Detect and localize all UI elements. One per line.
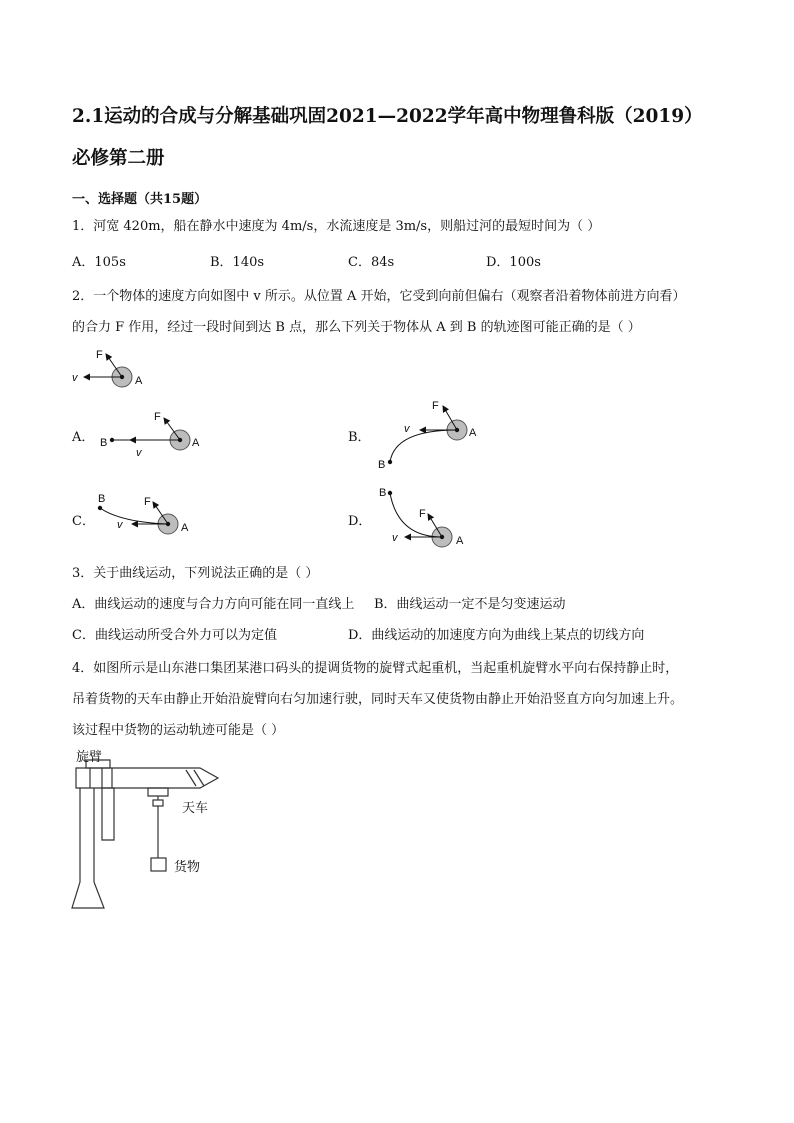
label-F: F	[96, 349, 103, 361]
svg-text:F: F	[154, 411, 161, 423]
svg-text:v: v	[117, 519, 123, 531]
svg-text:F: F	[432, 400, 439, 412]
svg-text:B: B	[100, 437, 108, 449]
q3-option-b: B．曲线运动一定不是匀变速运动	[374, 597, 566, 612]
q2-option-c-label: C．	[72, 514, 95, 529]
label-A: A	[135, 375, 143, 387]
svg-text:v: v	[136, 447, 142, 459]
q4-stem-line2: 吊着货物的天车由静止开始沿旋臂向右匀加速行驶，同时天车又使货物由静止开始沿竖直方向匀加速上升。	[72, 692, 684, 707]
label-arm: 旋臂	[76, 749, 103, 764]
svg-text:B: B	[98, 493, 106, 505]
q1-option-a: A．105s	[72, 255, 126, 270]
q4-stem-line3: 该过程中货物的运动轨迹可能是（ ）	[72, 723, 285, 738]
q1-option-c: C．84s	[348, 255, 395, 270]
cargo-box	[151, 858, 166, 871]
q3-option-a: A．曲线运动的速度与合力方向可能在同一直线上	[72, 597, 355, 612]
crane-base	[72, 882, 104, 908]
svg-text:v: v	[404, 423, 410, 435]
crane-tower	[80, 788, 94, 882]
label-cargo: 货物	[174, 859, 201, 874]
trolley	[148, 788, 168, 796]
q4-stem-line1: 4．如图所示是山东港口集团某港口码头的提调货物的旋臂式起重机，当起重机旋臂水平向右保持静止时，	[72, 661, 679, 676]
crane-arm	[76, 768, 218, 788]
section-heading: 一、选择题（共15题）	[72, 192, 208, 207]
svg-text:B: B	[378, 459, 386, 471]
q2-stem-line2: 的合力 F 作用，经过一段时间到达 B 点，那么下列关于物体从 A 到 B 的轨迹图可能正确的是（ ）	[72, 320, 641, 335]
svg-text:A: A	[192, 437, 200, 449]
label-v: v	[72, 372, 78, 384]
svg-text:B: B	[379, 487, 387, 499]
q2-option-a-label: A．	[72, 430, 95, 445]
q1-stem: 1．河宽 420m，船在静水中速度为 4m/s，水流速度是 3m/s，则船过河的最短时间为（ ）	[72, 219, 601, 234]
page-title-line2: 必修第二册	[72, 148, 165, 169]
q3-option-d: D．曲线运动的加速度方向为曲线上某点的切线方向	[348, 628, 645, 643]
q1-option-d: D．100s	[486, 255, 541, 270]
svg-text:A: A	[469, 427, 477, 439]
svg-text:F: F	[419, 508, 426, 520]
svg-text:F: F	[144, 496, 151, 508]
q2-option-d-label: D．	[348, 514, 372, 529]
label-trolley: 天车	[182, 800, 209, 815]
svg-text:v: v	[392, 532, 398, 544]
q3-stem: 3．关于曲线运动，下列说法正确的是（ ）	[72, 566, 319, 581]
q2-option-b-label: B．	[348, 430, 371, 445]
svg-text:A: A	[456, 535, 464, 547]
q2-stem-line1: 2．一个物体的速度方向如图中 v 所示。从位置 A 开始，它受到向前但偏右（观察者沿着物体前进方向看）	[72, 289, 686, 304]
svg-text:A: A	[181, 522, 189, 534]
q1-option-b: B．140s	[210, 255, 265, 270]
q3-option-c: C．曲线运动所受合外力可以为定值	[72, 628, 277, 643]
page-title-line1: 2.1运动的合成与分解基础巩固2021—2022学年高中物理鲁科版（2019）	[72, 106, 703, 127]
